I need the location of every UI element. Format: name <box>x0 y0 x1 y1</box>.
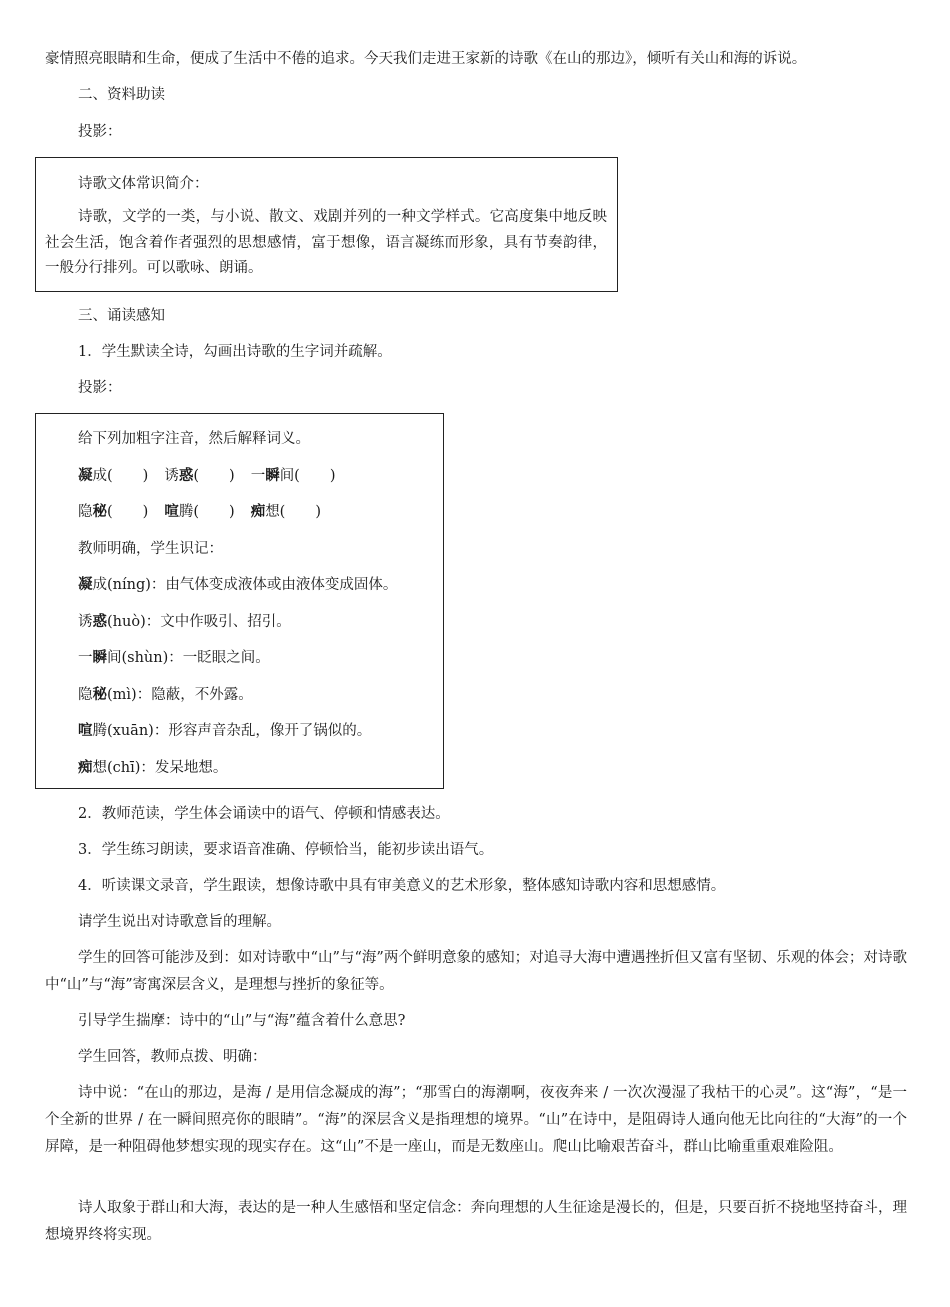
step-1: 1．学生默读全诗，勾画出诗歌的生字词并疏解。 <box>78 344 392 360</box>
guide-paragraph: 引导学生揣摩：诗中的“山”与“海”蕴含着什么意思? <box>78 1013 406 1029</box>
projection-label-2: 投影： <box>78 380 122 396</box>
genre-box-body: 诗歌，文学的一类，与小说、散文、戏剧并列的一种文学样式。它高度集中地反映社会生活，饱含着作者强烈的思想感情，富于想像，语言凝练而形象，具有节奏韵律，一般分行排列。可以歌咏、朗诵。 <box>45 209 607 276</box>
answer-line: 痴想(chī)：发呆地想。 <box>78 758 228 776</box>
projection-label-1: 投影： <box>78 124 122 140</box>
teacher-note: 教师明确，学生识记： <box>78 540 223 557</box>
explain-paragraph: 诗中说：“在山的那边，是海 / 是用信念凝成的海”；“那雪白的海潮啊，夜夜奔来 / 一次次漫湿了我枯干的心灵”。这“海”，“是一个全新的世界 / 在一瞬间照亮你的眼睛”。“海”的深层含义是指理想的境界。“山”在诗中，是阻碍诗人通向他无比向往的“大海”的一个屏障，是一种阻碍他梦想实现的现实存在。这“山”不是一座山，而是无数座山。爬山比喻艰苦奋斗，群山比喻重重艰难险阻。 <box>45 1085 907 1155</box>
exercise-row-2 <box>45 494 443 531</box>
reply-paragraph: 学生回答，教师点拨、明确： <box>78 1049 267 1065</box>
answer-line: 一瞬间(shùn)：一眨眼之间。 <box>78 649 270 666</box>
exercise-item: 痴想( ) <box>250 503 322 520</box>
conclude-paragraph: 诗人取象于群山和大海，表达的是一种人生感悟和坚定信念：奔向理想的人生征途是漫长的，但是，只要百折不挠地坚持奋斗，理想境界终将实现。 <box>45 1200 907 1243</box>
exercise-item: 凝成( ) <box>78 466 149 484</box>
answer-line: 凝成(níng)：由气体变成液体或由液体变成固体。 <box>78 576 398 593</box>
genre-info-box <box>35 157 618 292</box>
section3-heading: 三、诵读感知 <box>78 308 165 324</box>
genre-box-title: 诗歌文体常识简介： <box>78 176 209 192</box>
step-3: 3．学生练习朗读，要求语音准确、停顿恰当，能初步读出语气。 <box>78 842 494 858</box>
exercise-item: 一瞬间( ) <box>250 466 336 484</box>
exercise-row-1 <box>45 458 443 495</box>
answer-line: 诱惑(huò)：文中作吸引、招引。 <box>78 612 291 630</box>
step-4: 4．听读课文录音，学生跟读，想像诗歌中具有审美意义的艺术形象，整体感知诗歌内容和思想感情。 <box>78 878 726 894</box>
ask-paragraph: 请学生说出对诗歌意旨的理解。 <box>78 914 281 930</box>
exercise-item: 喧腾( ) <box>164 503 235 520</box>
exercise-item: 诱惑( ) <box>164 466 235 484</box>
answer-paragraph: 学生的回答可能涉及到：如对诗歌中“山”与“海”两个鲜明意象的感知；对追寻大海中遭遇挫折但又富有坚韧、乐观的体会；对诗歌中“山”与“海”寄寓深层含义，是理想与挫折的象征等。 <box>45 950 907 993</box>
exercise-item: 隐秘( ) <box>78 503 149 520</box>
vocab-prompt: 给下列加粗字注音，然后解释词义。 <box>78 431 310 447</box>
answer-line: 喧腾(xuān)：形容声音杂乱，像开了锅似的。 <box>78 722 372 739</box>
vocabulary-box <box>35 413 444 789</box>
intro-paragraph: 豪情照亮眼睛和生命，便成了生活中不倦的追求。今天我们走进王家新的诗歌《在山的那边》，倾听有关山和海的诉说。 <box>45 51 807 67</box>
section2-heading: 二、资料助读 <box>78 87 165 103</box>
answer-line: 隐秘(mì)：隐蔽，不外露。 <box>78 685 253 703</box>
step-2: 2．教师范读，学生体会诵读中的语气、停顿和情感表达。 <box>78 806 450 822</box>
